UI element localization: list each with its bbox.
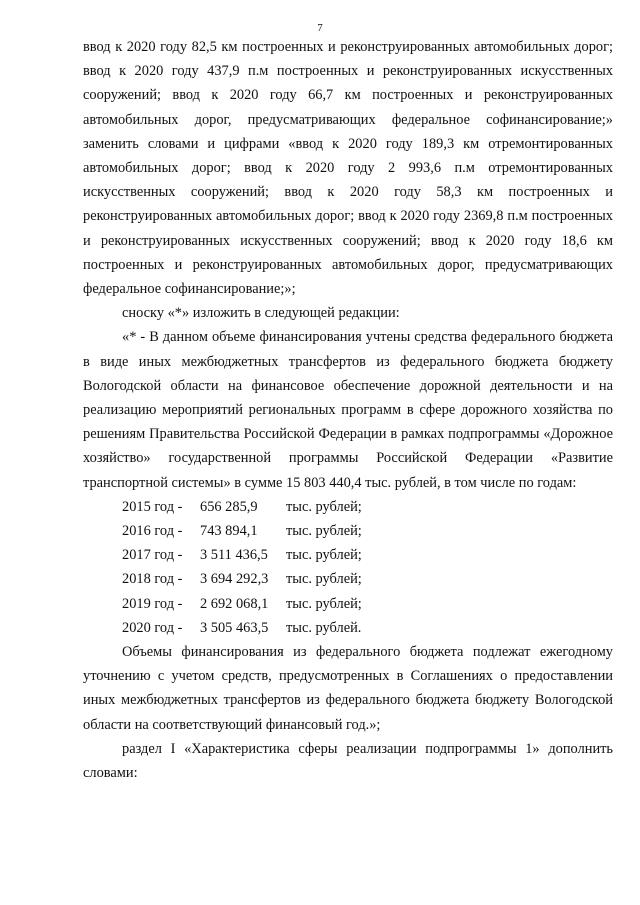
page-number: 7: [317, 22, 323, 34]
yearly-amount-row: [83, 616, 613, 640]
year-unit: тыс. рублей;: [286, 498, 362, 515]
year-amount: 656 285,9: [200, 498, 258, 515]
yearly-amount-row: [83, 592, 613, 616]
year-label: 2017 год -: [122, 547, 183, 564]
paragraph-funding-adjustment: Объемы финансирования из федерального бюджета подлежат ежегодному уточнению с учетом средств, предусмотренных в Соглашениях о предоставлении иных межбюджетных трансфертов из федерального бюджета бюджету Вологодской области на соответствующий финансовый год.»;: [83, 643, 613, 733]
year-unit: тыс. рублей;: [286, 547, 362, 564]
year-amount: 3 511 436,5: [200, 547, 268, 564]
year-unit: тыс. рублей;: [286, 571, 362, 588]
yearly-amount-row: [83, 495, 613, 519]
yearly-amount-row: [83, 519, 613, 543]
year-label: 2015 год -: [122, 498, 183, 515]
yearly-amount-row: [83, 567, 613, 591]
yearly-amounts-list: [83, 495, 613, 640]
year-label: 2016 год -: [122, 523, 183, 540]
yearly-amount-row: [83, 543, 613, 567]
year-amount: 3 694 292,3: [200, 571, 269, 588]
year-label: 2018 год -: [122, 571, 183, 588]
document-body: [83, 35, 613, 785]
year-unit: тыс. рублей;: [286, 523, 362, 540]
paragraph-amendment-replacement: ввод к 2020 году 82,5 км построенных и реконструированных автомобильных дорог; ввод к 2020 году 437,9 п.м построенных и реконструированных искусственных сооружений; ввод к 2020 году 66,7 км построенных и реконструированных автомобильных дорог, предусматривающих федеральное софинансирование;» заменить словами и цифрами «ввод к 2020 году 189,3 км отремонтированных автомобильных дорог; ввод к 2020 году 2 993,6 п.м отремонтированных искусственных сооружений; ввод к 2020 году 58,3 км построенных и реконструированных автомобильных дорог; ввод к 2020 году 2369,8 п.м построенных и реконструированных искусственных сооружений; ввод к 2020 году 18,6 км построенных и реконструированных автомобильных дорог, предусматривающих федеральное софинансирование;»;: [83, 39, 613, 298]
year-label: 2020 год -: [122, 619, 183, 636]
year-amount: 3 505 463,5: [200, 619, 269, 636]
paragraph-footnote-text: «* - В данном объеме финансирования учтены средства федерального бюджета в виде иных межбюджетных трансфертов из федерального бюджета бюджету Вологодской области на финансовое обеспечение дорожной деятельности и на реализацию мероприятий региональных программ в сфере дорожного хозяйства по решениям Правительства Российской Федерации в рамках подпрограммы «Дорожное хозяйство» государственной программы Российской Федерации «Развитие транспортной системы» в сумме 15 803 440,4 тыс. рублей, в том числе по годам:: [83, 329, 613, 491]
paragraph-section-amendment: раздел I «Характеристика сферы реализации подпрограммы 1» дополнить словами:: [83, 740, 613, 781]
year-unit: тыс. рублей;: [286, 595, 362, 612]
year-amount: 2 692 068,1: [200, 595, 269, 612]
paragraph-footnote-intro: сноску «*» изложить в следующей редакции:: [122, 305, 400, 322]
year-amount: 743 894,1: [200, 523, 258, 540]
year-label: 2019 год -: [122, 595, 183, 612]
year-unit: тыс. рублей.: [286, 619, 362, 636]
